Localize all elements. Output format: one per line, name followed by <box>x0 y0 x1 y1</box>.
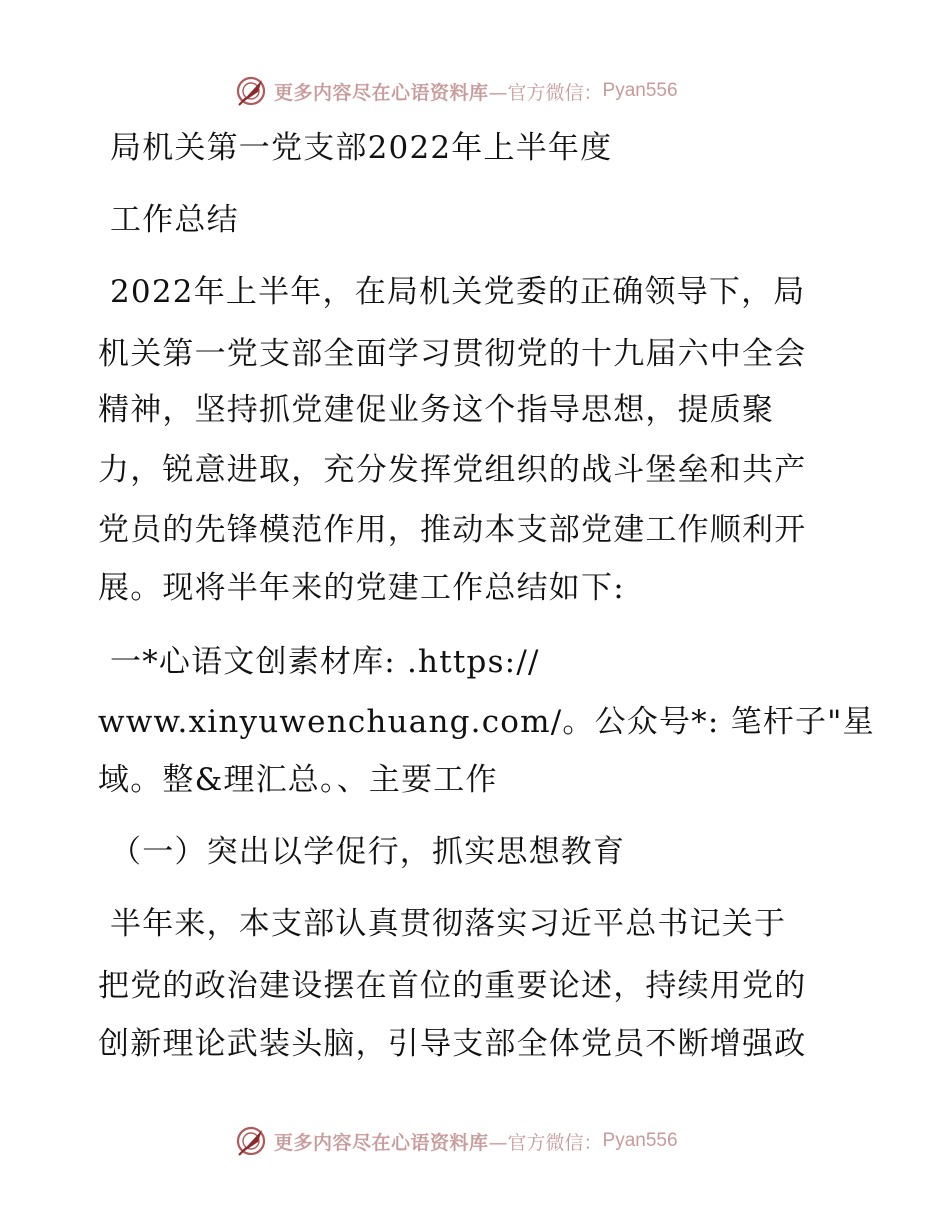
paragraph-line: 机关第一党支部全面学习贯彻党的十九届六中全会 <box>98 336 807 372</box>
section-heading: （一）突出以学促行，抓实思想教育 <box>110 834 626 870</box>
quill-logo-icon <box>234 74 268 108</box>
watermark-banner-bottom <box>234 1122 678 1160</box>
banner-main-text: 更多内容尽在心语资料库 <box>274 1131 489 1154</box>
paragraph-line: 2022年上半年，在局机关党委的正确领导下，局 <box>110 274 806 310</box>
banner-side-text: —官方微信： <box>488 81 603 104</box>
paragraph-line: 展。现将半年来的党建工作总结如下: <box>98 570 625 606</box>
paragraph-line: 精神，坚持抓党建促业务这个指导思想，提质聚 <box>98 392 775 428</box>
paragraph-line: www.xinyuwenchuang.com/。公众号*: 笔杆子"星 <box>98 704 875 740</box>
banner-wechat-id: Pyan556 <box>602 1130 678 1151</box>
paragraph-line: 力，锐意进取，充分发挥党组织的战斗堡垒和共产 <box>98 452 807 488</box>
paragraph-line: 一*心语文创素材库: .https:// <box>110 644 540 680</box>
banner-main-text: 更多内容尽在心语资料库 <box>274 81 489 104</box>
doc-title-line2: 工作总结 <box>110 202 239 238</box>
watermark-banner-top <box>234 72 678 110</box>
banner-side-text: —官方微信： <box>488 1131 603 1154</box>
paragraph-line: 域。整&理汇总。、主要工作 <box>98 762 498 798</box>
paragraph-line: 半年来，本支部认真贯彻落实习近平总书记关于 <box>110 906 787 942</box>
paragraph-line: 创新理论武装头脑，引导支部全体党员不断增强政 <box>98 1026 807 1062</box>
banner-wechat-id: Pyan556 <box>602 80 678 101</box>
paragraph-line: 党员的先锋模范作用，推动本支部党建工作顺利开 <box>98 512 807 548</box>
paragraph-line: 把党的政治建设摆在首位的重要论述，持续用党的 <box>98 968 807 1004</box>
doc-title-line1: 局机关第一党支部2022年上半年度 <box>110 130 613 166</box>
quill-logo-icon <box>234 1124 268 1158</box>
